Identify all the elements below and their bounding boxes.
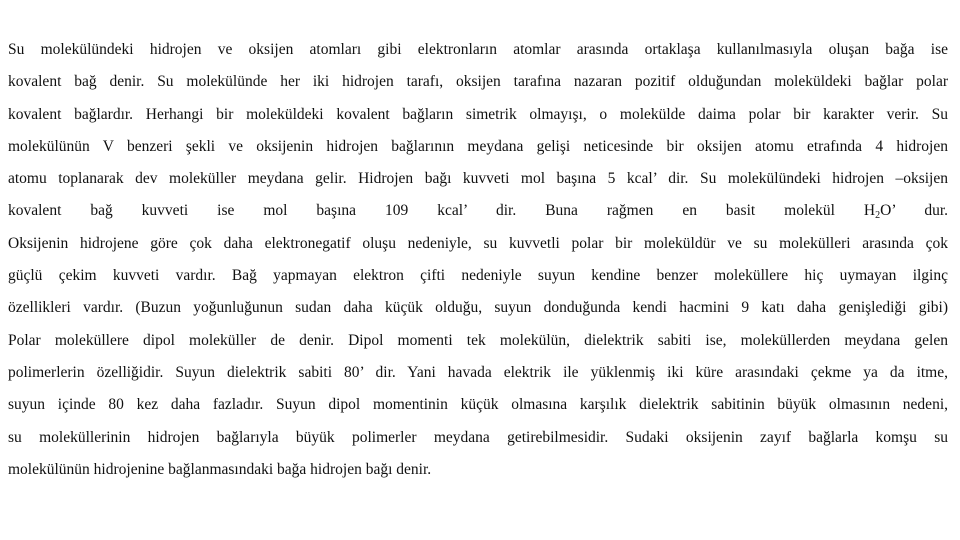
text-line-4: molekülünün V benzeri şekli ve oksijenin hidrojen bağlarının meydana gelişi neticesinde bir oksijen atomu etrafında 4 hidrojen xyxy=(8,137,948,155)
text-line-8: güçlü çekim kuvveti vardır. Bağ yapmayan elektron çifti nedeniyle suyun kendine benzer moleküllere hiç uymayan ilginç xyxy=(8,267,948,285)
text-line-11: polimerlerin özelliğidir. Suyun dielektrik sabiti 80’ dir. Yani havada elektrik ile yüklenmiş iki küre arasındaki çekme ya da itme, xyxy=(8,363,948,381)
text-line-13: su moleküllerinin hidrojen bağlarıyla büyük polimerler meydana getirebilmesidir. Sudaki oksijenin zayıf bağlarla komşu su xyxy=(8,428,948,446)
text-line-6 xyxy=(8,195,948,227)
text-line-1: Su molekülündeki hidrojen ve oksijen atomları gibi elektronların atomlar arasında ortaklaşa kullanılmasıyla oluşan bağa ise xyxy=(8,41,948,58)
text-line-10: Polar moleküllere dipol moleküller de denir. Dipol momenti tek molekülün, dielektrik sabiti ise, moleküllerden meydana gelen xyxy=(8,331,948,349)
text-line-7: Oksijenin hidrojene göre çok daha elektronegatif oluşu nedeniyle, su kuvvetli polar bir moleküldür ve su molekülleri arasında çok xyxy=(8,234,948,252)
text-line-3: kovalent bağlardır. Herhangi bir moleküldeki kovalent bağların simetrik olmayışı, o molekülde daima polar bir karakter verir. Su xyxy=(8,105,948,123)
subscript-2: 2 xyxy=(875,210,881,222)
text-line-2: kovalent bağ denir. Su molekülünde her iki hidrojen tarafı, oksijen tarafına nazaran pozitif olduğundan moleküldeki bağlar polar xyxy=(8,73,948,91)
text-line-6-after: O’ dur. xyxy=(880,202,948,220)
text-line-14: molekülünün hidrojenine bağlanmasındaki bağa hidrojen bağı denir. xyxy=(8,460,432,478)
body-paragraph xyxy=(8,34,948,486)
text-line-6-before: kovalent bağ kuvveti ise mol başına 109 kcal’ dir. Buna rağmen en basit molekül H xyxy=(8,202,876,220)
text-line-9: özellikleri vardır. (Buzun yoğunluğunun sudan daha küçük olduğu, suyun donduğunda kendi hacmini 9 katı daha genişlediği gibi) xyxy=(8,299,948,317)
text-line-12: suyun içinde 80 kez daha fazladır. Suyun dipol momentinin küçük olmasına karşılık dielektrik sabitinin büyük olmasının nedeni, xyxy=(8,396,948,414)
document-page xyxy=(8,34,948,486)
text-line-5: atomu toplanarak dev moleküller meydana gelir. Hidrojen bağı kuvveti mol başına 5 kcal’ dir. Su molekülündeki hidrojen –oksijen xyxy=(8,170,948,188)
